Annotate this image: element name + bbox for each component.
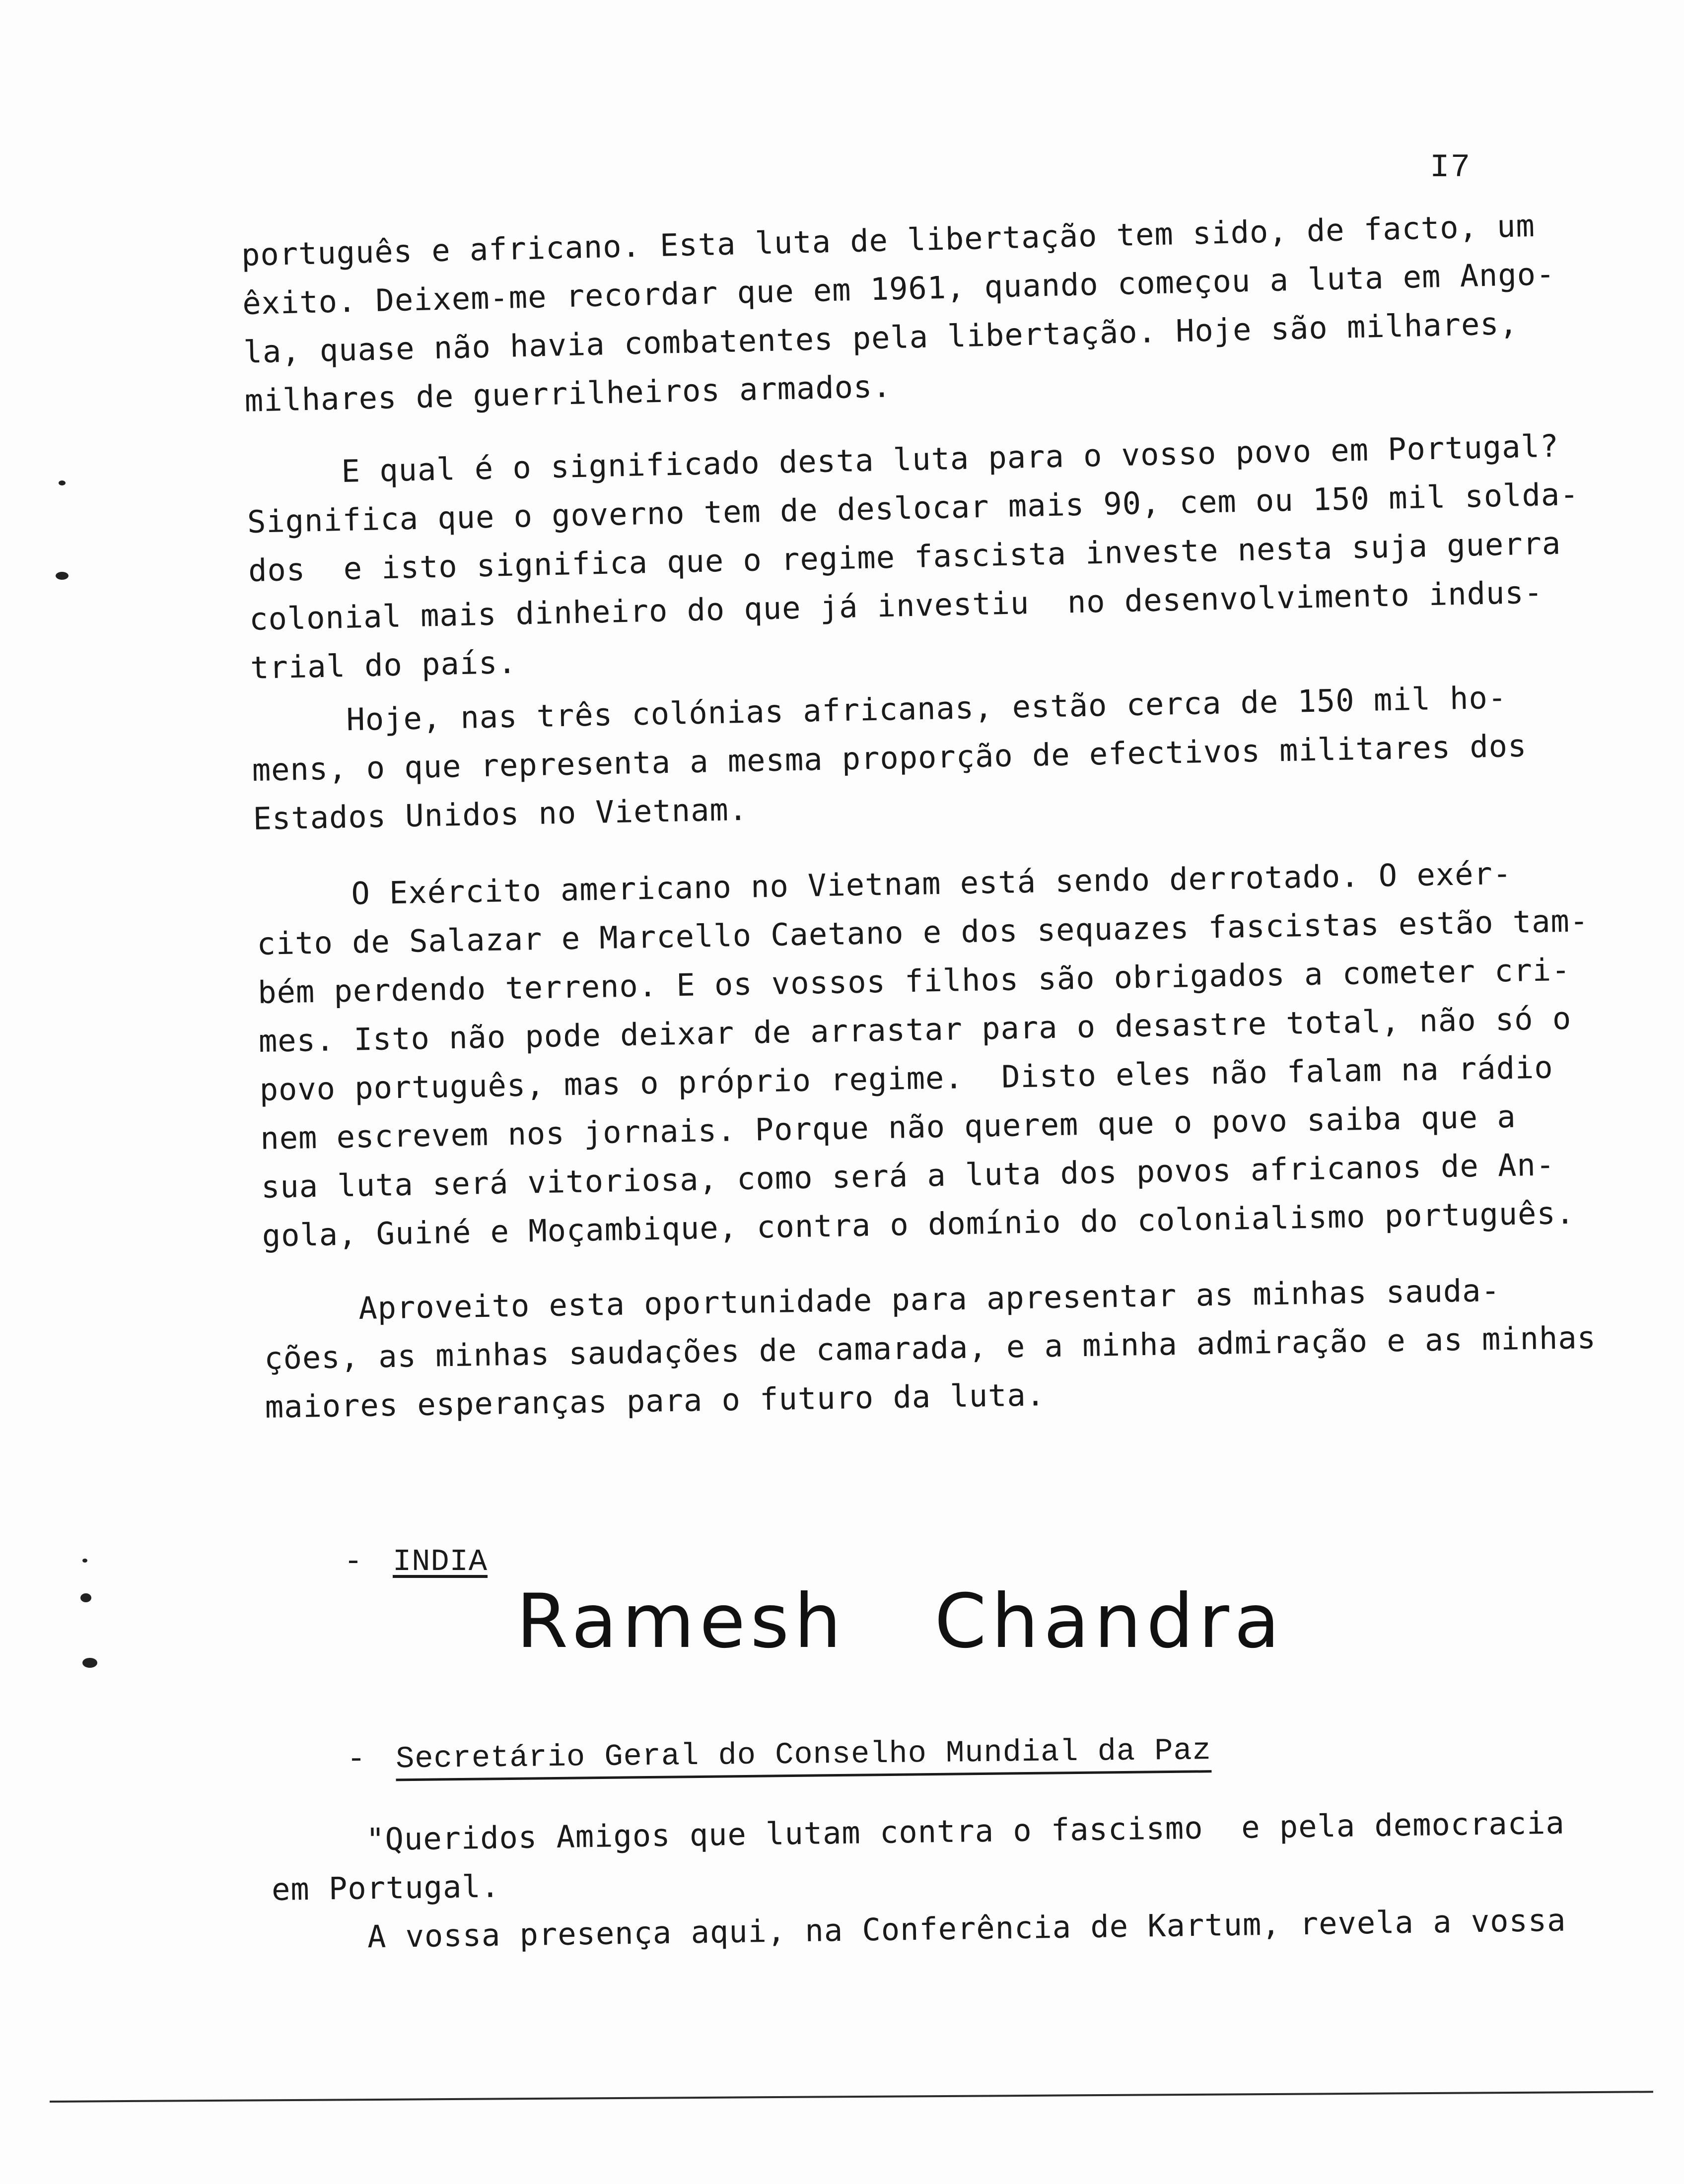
country-name: INDIA: [393, 1544, 488, 1579]
paragraph-5: Aproveito esta oportunidade para apresentar as minhas sauda- ções, as minhas saudações de camarada, e a minha admiração e as minhas maiores esperanças para o futuro da luta.: [263, 1272, 1597, 1425]
scan-speck: [59, 480, 66, 485]
scan-speck: [82, 1559, 87, 1563]
paragraph-1: português e africano. Esta luta de libertação tem sido, de facto, um êxito. Deixem-me recordar que em 1961, quando começou a luta em Ango- la, quase não havia combatentes pela libertação. Hoje são milhares, milhares de guerrilheiros armados.: [241, 207, 1556, 419]
title-dash: -: [347, 1741, 366, 1777]
page-number: I7: [1430, 149, 1472, 186]
speaker-title: Secretário Geral do Conselho Mundial da Paz: [396, 1733, 1212, 1781]
paragraph-3: Hoje, nas três colónias africanas, estão cerca de 150 mil ho- mens, o que representa a mesma proporção de efectivos militares dos Estados Unidos no Vietnam.: [251, 679, 1527, 837]
paragraph-6: "Queridos Amigos que lutam contra o fascismo e pela democracia em Portugal. A vossa presença aqui, na Conferência de Kartum, revela a vossa: [271, 1804, 1566, 1956]
scan-speck: [80, 1593, 91, 1602]
speaker-name: Ramesh Chandra: [516, 1578, 1285, 1665]
paragraph-4: O Exército americano no Vietnam está sendo derrotado. O exér- cito de Salazar e Marcello Caetano e dos sequazes fascistas estão tam- bém perdendo terreno. E os vossos filhos são obrigados a cometer cri- mes. Isto não pode deixar de arrastar para o desastre total, não só o povo português, mas o próprio regime. Disto eles não falam na rádio nem escrevem nos jornais. Porque não querem que o povo saiba que a sua luta será vitoriosa, como será a luta dos povos africanos de An- gola, Guiné e Moçambique, contra o domínio do colonialismo português.: [256, 855, 1589, 1254]
section-country-heading: [268, 1509, 488, 1615]
scan-speck: [82, 1658, 97, 1668]
heading-dash: -: [344, 1544, 363, 1579]
scan-speck: [56, 572, 69, 580]
paragraph-2: E qual é o significado desta luta para o vosso povo em Portugal? Significa que o governo tem de deslocar mais 90, cem ou 150 mil solda- dos e isto significa que o regime fascista investe nesta suja guerra colonial mais dinheiro do que já investiu no desenvolvimento indus- trial do país.: [246, 427, 1580, 686]
speaker-title-heading: [271, 1698, 1212, 1818]
bottom-rule: [50, 2091, 1653, 2103]
